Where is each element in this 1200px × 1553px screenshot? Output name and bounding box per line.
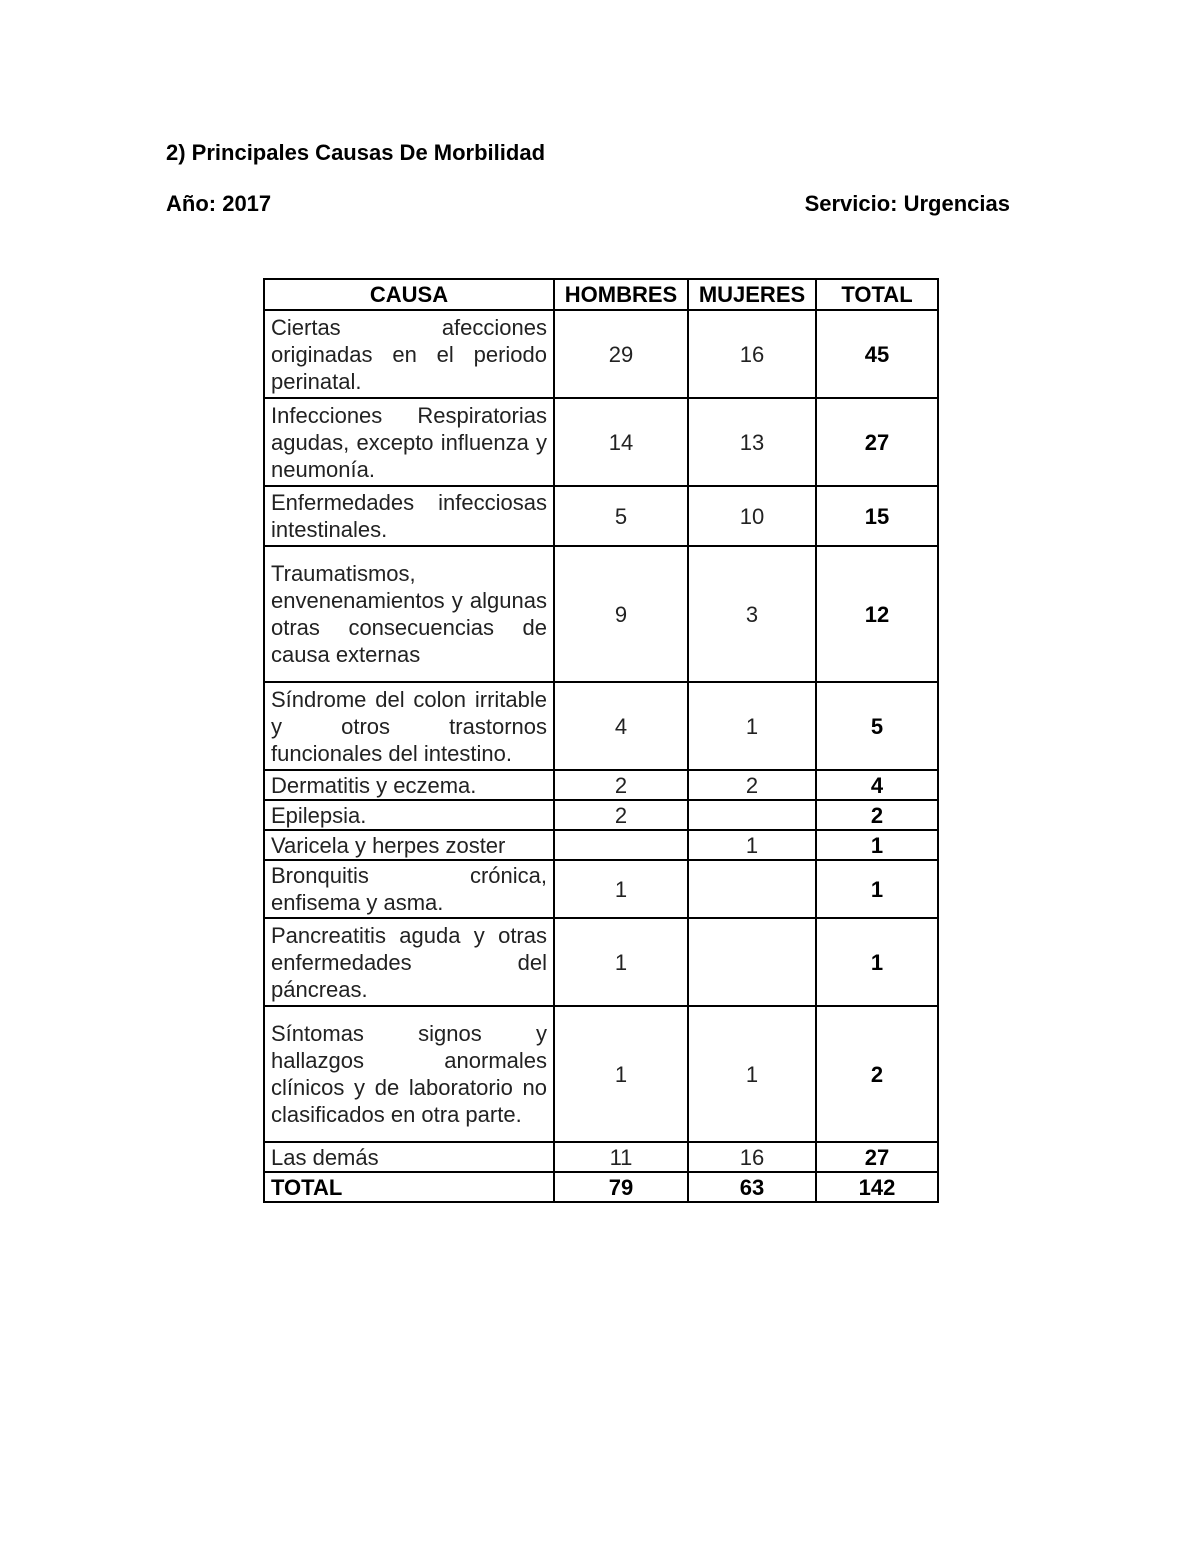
morbidity-table bbox=[263, 278, 939, 1203]
total-cell: 2 bbox=[816, 800, 938, 830]
total-cell: 1 bbox=[816, 918, 938, 1006]
table-total-row bbox=[264, 1172, 938, 1202]
men-total-cell: 79 bbox=[554, 1172, 688, 1202]
women-cell: 16 bbox=[688, 310, 816, 398]
table-header-row bbox=[264, 279, 938, 310]
service-label: Servicio: Urgencias bbox=[804, 191, 1010, 216]
women-cell bbox=[688, 918, 816, 1006]
header-cause: CAUSA bbox=[264, 279, 554, 310]
men-cell: 1 bbox=[554, 918, 688, 1006]
men-cell: 14 bbox=[554, 398, 688, 486]
women-total-cell: 63 bbox=[688, 1172, 816, 1202]
header-total: TOTAL bbox=[816, 279, 938, 310]
page-title: 2) Principales Causas De Morbilidad bbox=[166, 140, 546, 165]
total-cell: 5 bbox=[816, 682, 938, 770]
table-row bbox=[264, 1006, 938, 1142]
men-cell bbox=[554, 830, 688, 860]
table-row bbox=[264, 770, 938, 800]
men-cell: 4 bbox=[554, 682, 688, 770]
cause-cell: Traumatismos, envenenamientos y algunas otras consecuencias de causa externas bbox=[264, 546, 554, 682]
men-cell: 2 bbox=[554, 800, 688, 830]
table-row bbox=[264, 830, 938, 860]
cause-cell: Enfermedades infecciosas intestinales. bbox=[264, 486, 554, 546]
total-cell: 15 bbox=[816, 486, 938, 546]
table-row bbox=[264, 310, 938, 398]
cause-cell: Dermatitis y eczema. bbox=[264, 770, 554, 800]
women-cell: 16 bbox=[688, 1142, 816, 1172]
table-row bbox=[264, 546, 938, 682]
total-cell: 1 bbox=[816, 830, 938, 860]
men-cell: 2 bbox=[554, 770, 688, 800]
total-cell: 27 bbox=[816, 398, 938, 486]
table-row bbox=[264, 800, 938, 830]
year-label: Año: 2017 bbox=[166, 191, 272, 216]
cause-cell: Síndrome del colon irritable y otros trastornos funcionales del intestino. bbox=[264, 682, 554, 770]
men-cell: 9 bbox=[554, 546, 688, 682]
cause-cell: Epilepsia. bbox=[264, 800, 554, 830]
table-row bbox=[264, 682, 938, 770]
total-cell: 1 bbox=[816, 860, 938, 918]
cause-cell: Varicela y herpes zoster bbox=[264, 830, 554, 860]
total-cell: 12 bbox=[816, 546, 938, 682]
women-cell: 1 bbox=[688, 1006, 816, 1142]
total-cell: 45 bbox=[816, 310, 938, 398]
women-cell: 1 bbox=[688, 830, 816, 860]
women-cell: 1 bbox=[688, 682, 816, 770]
cause-cell: Infecciones Respiratorias agudas, excepto influenza y neumonía. bbox=[264, 398, 554, 486]
total-label-cell: TOTAL bbox=[264, 1172, 554, 1202]
men-cell: 11 bbox=[554, 1142, 688, 1172]
total-cell: 27 bbox=[816, 1142, 938, 1172]
women-cell: 10 bbox=[688, 486, 816, 546]
men-cell: 1 bbox=[554, 1006, 688, 1142]
cause-cell: Ciertas afecciones originadas en el periodo perinatal. bbox=[264, 310, 554, 398]
header-women: MUJERES bbox=[688, 279, 816, 310]
table-row bbox=[264, 860, 938, 918]
table-row bbox=[264, 918, 938, 1006]
men-cell: 1 bbox=[554, 860, 688, 918]
cause-cell: Pancreatitis aguda y otras enfermedades del páncreas. bbox=[264, 918, 554, 1006]
grand-total-cell: 142 bbox=[816, 1172, 938, 1202]
table-row bbox=[264, 486, 938, 546]
women-cell: 2 bbox=[688, 770, 816, 800]
men-cell: 5 bbox=[554, 486, 688, 546]
women-cell bbox=[688, 800, 816, 830]
total-cell: 2 bbox=[816, 1006, 938, 1142]
cause-cell: Síntomas signos y hallazgos anormales clínicos y de laboratorio no clasificados en otra parte. bbox=[264, 1006, 554, 1142]
cause-cell: Las demás bbox=[264, 1142, 554, 1172]
table-row bbox=[264, 398, 938, 486]
women-cell: 13 bbox=[688, 398, 816, 486]
women-cell: 3 bbox=[688, 546, 816, 682]
cause-cell: Bronquitis crónica, enfisema y asma. bbox=[264, 860, 554, 918]
women-cell bbox=[688, 860, 816, 918]
header-men: HOMBRES bbox=[554, 279, 688, 310]
table-row bbox=[264, 1142, 938, 1172]
total-cell: 4 bbox=[816, 770, 938, 800]
men-cell: 29 bbox=[554, 310, 688, 398]
